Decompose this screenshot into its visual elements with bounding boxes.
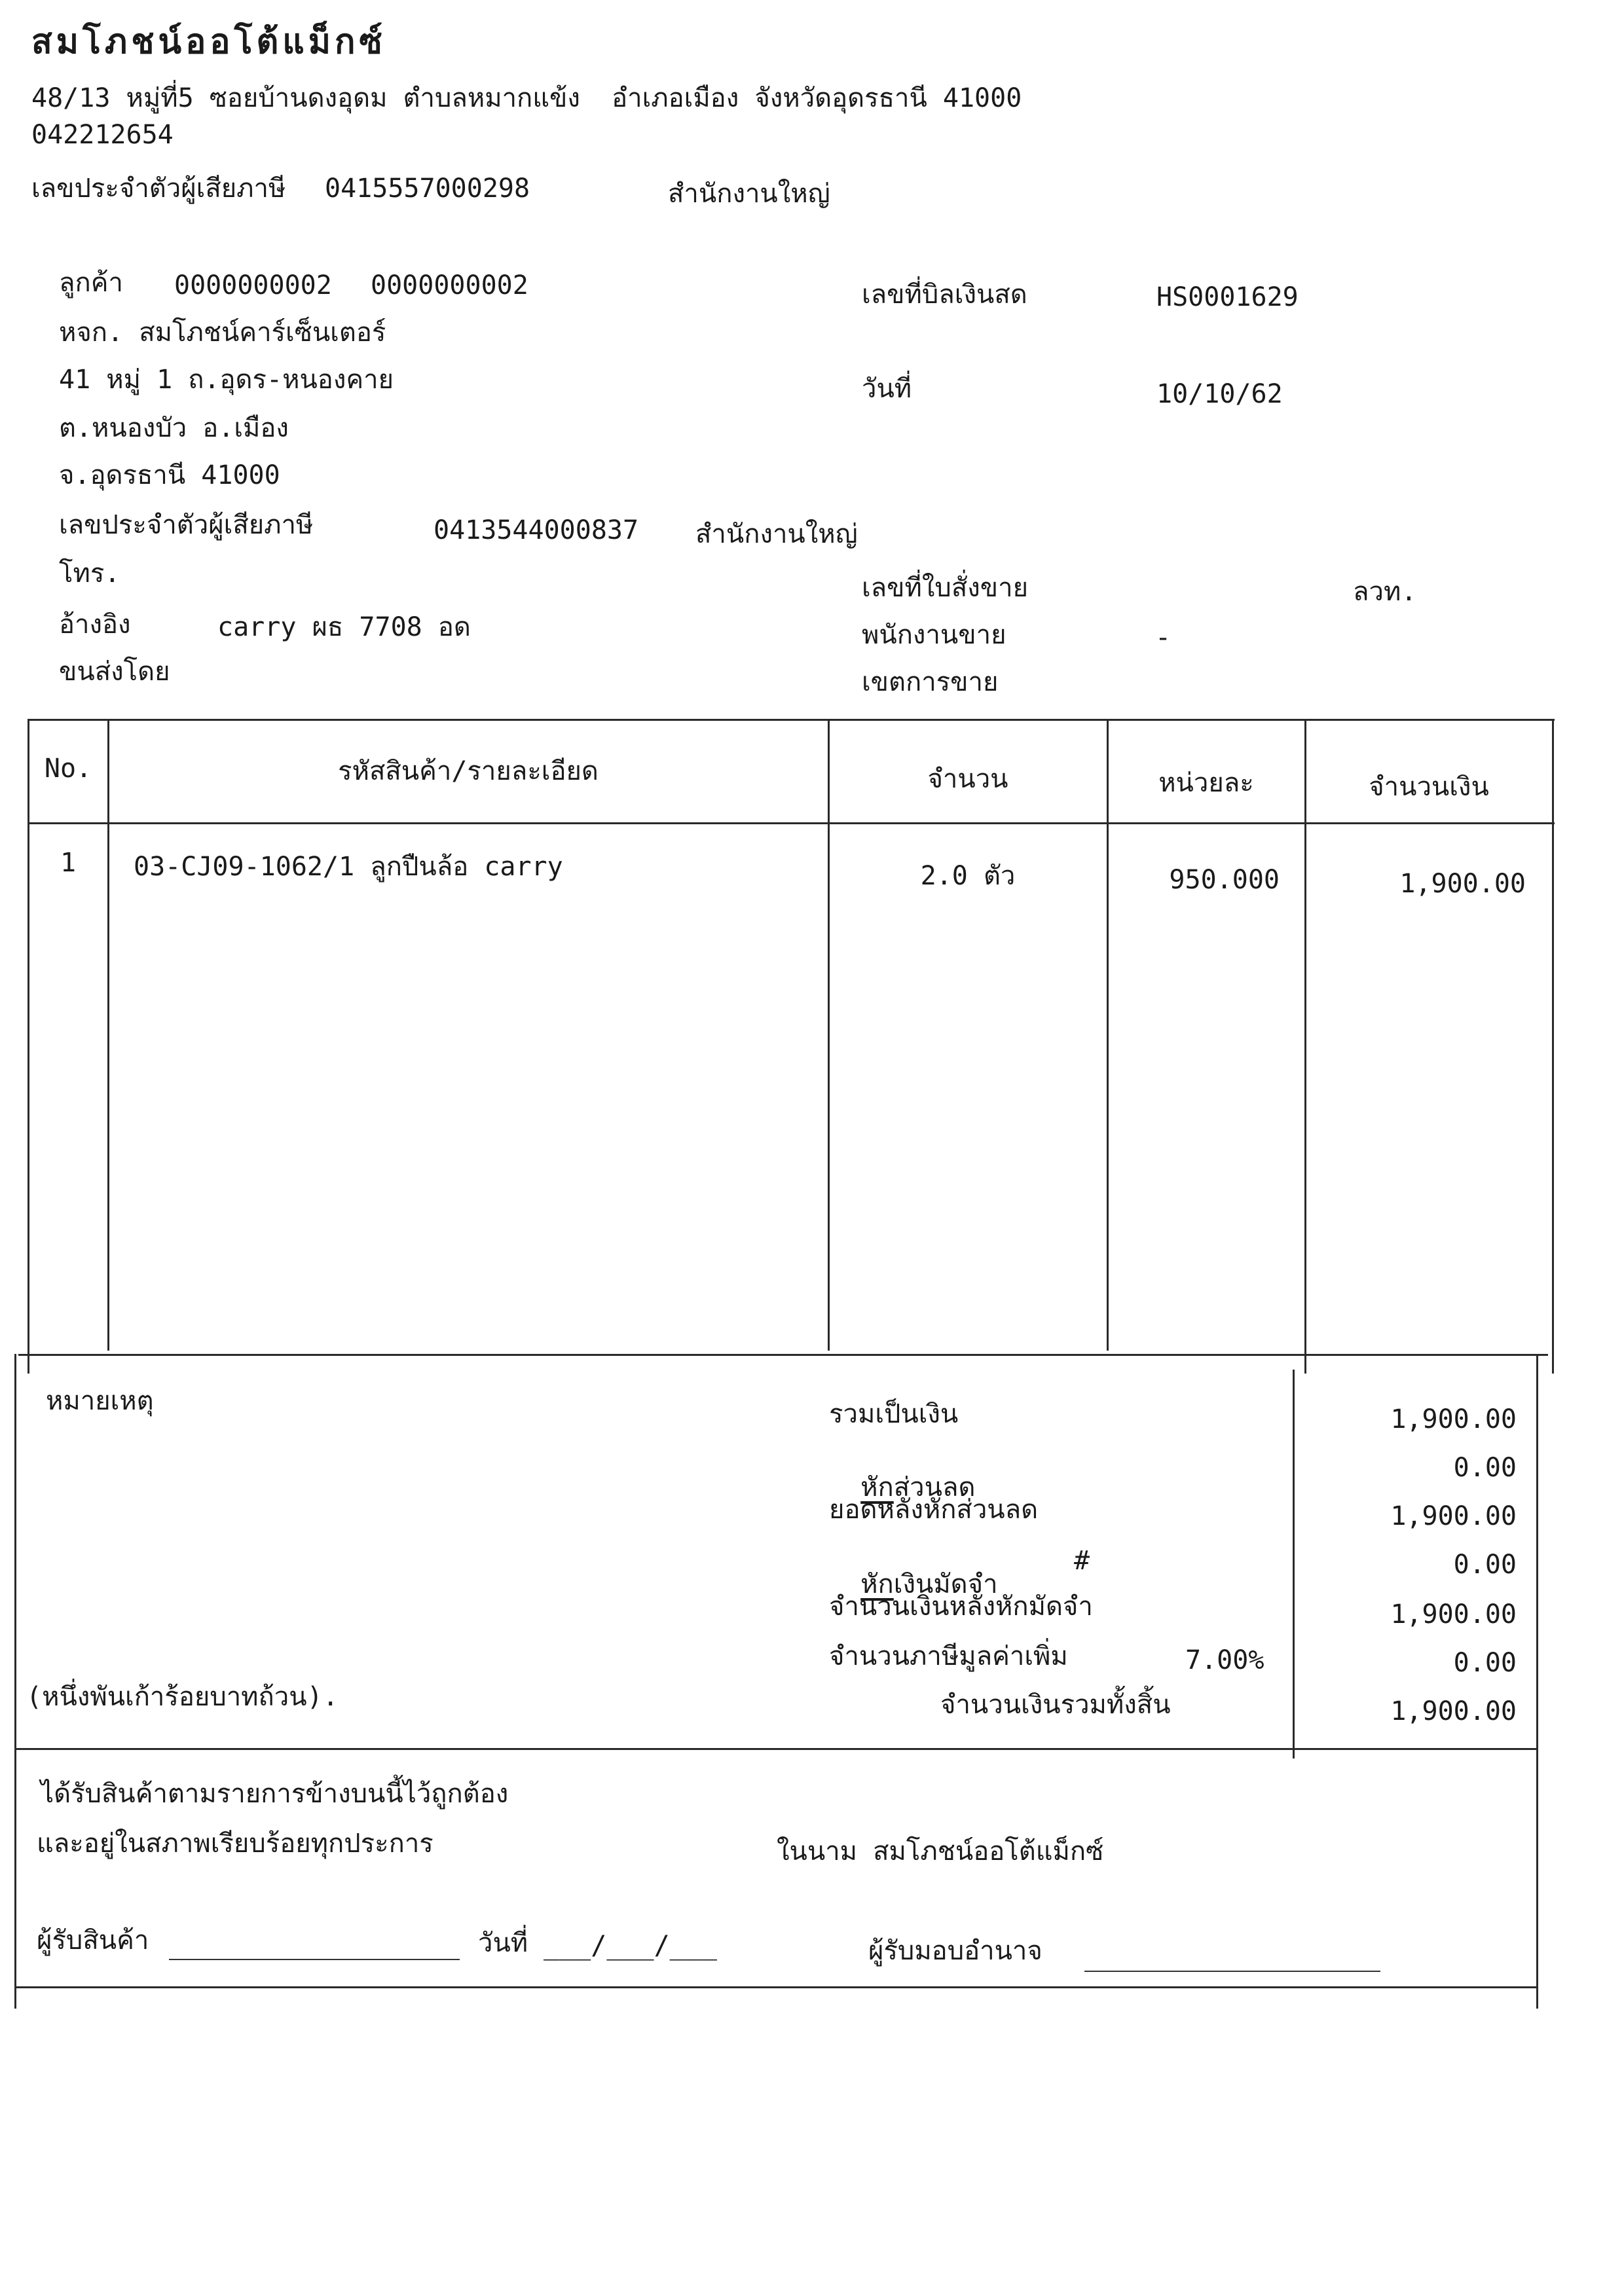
row-amount: 1,900.00: [1399, 869, 1526, 899]
customer-address-line-1: 41 หมู่ 1 ถ.อุดร-หนองคาย: [59, 365, 394, 395]
company-tax-id: 0415557000298: [325, 173, 530, 204]
vat-value: 0.00: [1453, 1648, 1517, 1678]
company-phone: 042212654: [31, 120, 174, 150]
received-line-1: ได้รับสินค้าตามรายการข้างบนนี้ไว้ถูกต้อง: [41, 1779, 509, 1809]
deposit-value: 0.00: [1453, 1550, 1517, 1580]
discount-label: [829, 1448, 975, 1501]
summary-right-border: [1536, 1354, 1538, 2009]
salesperson-label: พนักงานขาย: [862, 620, 1006, 650]
col-divider-2: [828, 719, 830, 1351]
receiver-date-blank: ___/___/___: [544, 1931, 717, 1961]
vat-rate: 7.00%: [1185, 1645, 1264, 1675]
customer-branch: สำนักงานใหญ่: [695, 519, 858, 549]
amount-in-words: (หนึ่งพันเก้าร้อยบาทถ้วน).: [26, 1682, 339, 1712]
header-amount: จำนวนเงิน: [1369, 772, 1489, 802]
company-tax-label: เลขประจำตัวผู้เสียภาษี: [31, 173, 286, 204]
customer-name: หจก. สมโภชน์คาร์เซ็นเตอร์: [59, 318, 386, 348]
bill-no-label: เลขที่บิลเงินสด: [862, 280, 1027, 310]
customer-tax-id: 0413544000837: [434, 515, 639, 545]
after-deposit-value: 1,900.00: [1390, 1599, 1517, 1630]
salesperson-value: -: [1155, 623, 1172, 653]
summary-left-border: [14, 1354, 16, 2009]
date-label: วันที่: [862, 374, 912, 404]
company-branch: สำนักงานใหญ่: [668, 179, 830, 209]
received-line-2: และอยู่ในสภาพเรียบร้อยทุกประการ: [37, 1829, 434, 1859]
table-header-divider: [28, 822, 1555, 824]
authorized-signature-line: [1084, 1971, 1380, 1972]
after-discount-value: 1,900.00: [1390, 1501, 1517, 1531]
discount-text: ส่วนลด: [893, 1472, 976, 1503]
col-divider-1: [107, 719, 109, 1351]
summary-bottom-border: [14, 1748, 1538, 1750]
deposit-hash: #: [1074, 1546, 1090, 1576]
col-divider-3: [1107, 719, 1109, 1351]
vat-label: จำนวนภาษีมูลค่าเพิ่ม: [829, 1641, 1068, 1671]
receiver-signature-line: [169, 1959, 460, 1960]
col-divider-4: [1304, 719, 1306, 1374]
customer-ship-label: ขนส่งโดย: [59, 657, 170, 687]
customer-ref-value: carry ผธ 7708 อด: [217, 612, 471, 642]
summary-top-border: [18, 1354, 1548, 1356]
header-quantity: จำนวน: [927, 764, 1008, 794]
receiver-date-label: วันที่: [478, 1928, 528, 1958]
customer-code-2: 0000000002: [371, 270, 528, 301]
customer-label: ลูกค้า: [59, 268, 123, 298]
on-behalf-of: ในนาม สมโภชน์ออโต้แม็กซ์: [777, 1836, 1104, 1867]
row-unit-price: 950.000: [1169, 865, 1280, 895]
row-description: 03-CJ09-1062/1 ลูกปืนล้อ carry: [134, 852, 563, 882]
deposit-text: เงินมัดจำ: [893, 1569, 998, 1599]
subtotal-value: 1,900.00: [1390, 1404, 1517, 1434]
customer-phone-label: โทร.: [59, 558, 120, 589]
sales-order-value: ลวท.: [1353, 577, 1417, 607]
customer-code: 0000000002: [174, 270, 332, 301]
row-no: 1: [60, 848, 77, 878]
header-unit-price: หน่วยละ: [1158, 768, 1254, 798]
deposit-prefix: หัก: [860, 1569, 894, 1599]
sales-order-label: เลขที่ใบสั่งขาย: [862, 573, 1029, 603]
discount-prefix: หัก: [860, 1472, 894, 1503]
sales-area-label: เขตการขาย: [862, 667, 999, 697]
customer-address-line-3: จ.อุดรธานี 41000: [59, 460, 280, 490]
doc-date: 10/10/62: [1156, 379, 1283, 409]
table-right-border: [1552, 719, 1554, 1374]
table-top-border: [28, 719, 1555, 721]
header-description: รหัสสินค้า/รายละเอียด: [338, 756, 599, 786]
customer-tax-label: เลขประจำตัวผู้เสียภาษี: [59, 510, 314, 540]
deposit-label: [829, 1545, 998, 1597]
subtotal-label: รวมเป็นเงิน: [829, 1399, 959, 1429]
discount-value: 0.00: [1453, 1453, 1517, 1483]
footer-bottom-border: [14, 1986, 1536, 1988]
company-address: 48/13 หมู่ที่5 ซอยบ้านดงอุดม ตำบลหมากแข้ง อำเภอเมือง จังหวัดอุดรธานี 41000: [31, 83, 1022, 113]
row-quantity: 2.0 ตัว: [920, 861, 1016, 891]
after-deposit-label: จำนวนเงินหลังหักมัดจำ: [829, 1592, 1093, 1622]
customer-address-line-2: ต.หนองบัว อ.เมือง: [59, 413, 289, 443]
customer-ref-label: อ้างอิง: [59, 610, 131, 640]
remark-label: หมายเหตุ: [46, 1386, 154, 1416]
table-left-border: [28, 719, 29, 1374]
header-no: No.: [44, 754, 92, 784]
bill-no: HS0001629: [1156, 282, 1299, 312]
summary-divider: [1293, 1370, 1295, 1758]
after-discount-label: ยอดหลังหักส่วนลด: [829, 1495, 1039, 1525]
grand-total-label: จำนวนเงินรวมทั้งสิ้น: [940, 1690, 1171, 1720]
authorized-label: ผู้รับมอบอำนาจ: [868, 1936, 1043, 1966]
receiver-label: ผู้รับสินค้า: [37, 1925, 149, 1956]
grand-total-value: 1,900.00: [1390, 1696, 1517, 1726]
company-name: สมโภชน์ออโต้แม็กซ์: [31, 22, 386, 62]
